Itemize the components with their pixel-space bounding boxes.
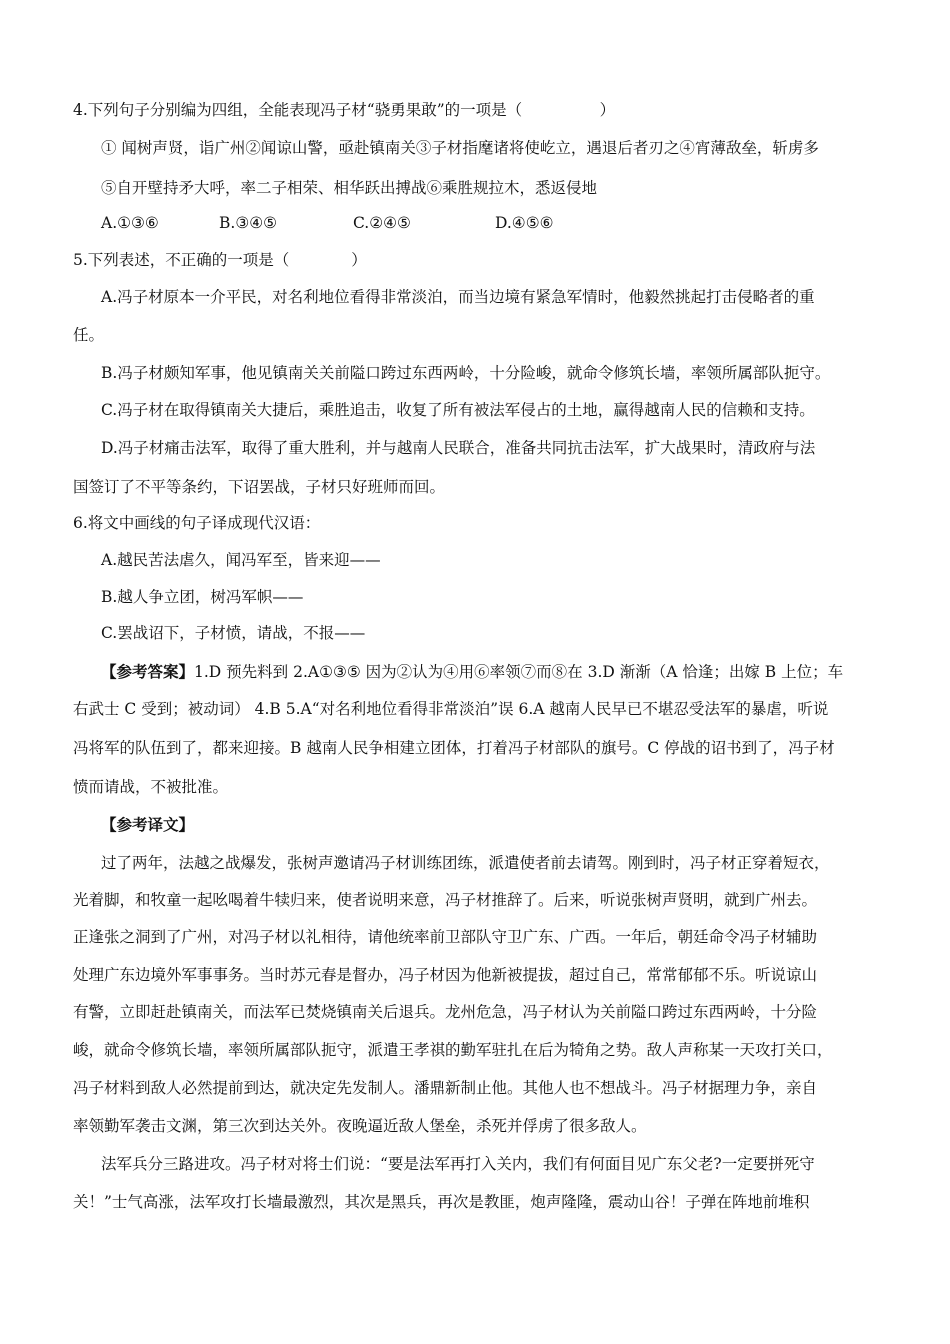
answer-line-3: 冯将军的队伍到了，都来迎接。B 越南人民争相建立团体，打着冯子材部队的旗号。C 停战的诏书到了，冯子材 — [73, 739, 835, 757]
q6-sentence-a: A.越民苦法虐久，闻冯军至，皆来迎—— — [101, 551, 381, 569]
translation-line: 冯子材料到敌人必然提前到达，就决定先发制人。潘鼎新制止他。其他人也不想战斗。冯子材据理力争，亲自 — [73, 1079, 818, 1097]
q4-stem: 4.下列句子分别编为四组，全能表现冯子材“骁勇果敢”的一项是（ ） — [73, 101, 616, 119]
q4-items-line-1: ① 闻树声贤，诣广州②闻谅山警，亟赴镇南关③子材指麾诸将使屹立，遇退后者刃之④宵薄敌垒，斩虏多 — [101, 139, 819, 157]
q6-stem: 6.将文中画线的句子译成现代汉语： — [73, 514, 321, 532]
q5-option-c: C.冯子材在取得镇南关大捷后，乘胜追击，收复了所有被法军侵占的土地，赢得越南人民的信赖和支持。 — [101, 401, 815, 419]
translation-line: 法军兵分三路进攻。冯子材对将士们说：“要是法军再打入关内，我们有何面目见广东父老?一定要拼死守 — [101, 1155, 815, 1173]
q4-option-b: B.③④⑤ — [219, 214, 278, 232]
translation-line: 光着脚，和牧童一起吆喝着牛犊归来，使者说明来意，冯子材推辞了。后来，听说张树声贤明，就到广州去。 — [73, 891, 818, 909]
q5-option-a-line-2: 任。 — [73, 326, 105, 344]
q4-option-a: A.①③⑥ — [101, 214, 159, 232]
answer-line-2: 右武士 C 受到；被动词） 4.B 5.A“对名利地位看得非常淡泊”误 6.A 越南人民早已不堪忍受法军的暴虐，听说 — [73, 700, 829, 718]
q5-option-a-line-1: A.冯子材原本一介平民，对名利地位看得非常淡泊，而当边境有紧急军情时，他毅然挑起打击侵略者的重 — [101, 288, 815, 306]
q4-option-c: C.②④⑤ — [353, 214, 411, 232]
translation-line: 峻，就命令修筑长墙，率领所属部队扼守，派遣王孝祺的勤军驻扎在后为犄角之势。敌人声称某一天攻打关口， — [73, 1041, 833, 1059]
answer-heading: 【参考答案】 — [101, 662, 195, 681]
q4-items-line-2: ⑤自开壁持矛大呼，率二子相荣、相华跃出搏战⑥乘胜规拉木，悉返侵地 — [101, 179, 598, 197]
q4-option-d: D.④⑤⑥ — [495, 214, 554, 232]
translation-line: 率领勤军袭击文渊，第三次到达关外。夜晚逼近敌人堡垒，杀死并俘虏了很多敌人。 — [73, 1117, 647, 1135]
translation-line: 处理广东边境外军事事务。当时苏元春是督办，冯子材因为他新被提拔，超过自己，常常郁郁不乐。听说谅山 — [73, 966, 818, 984]
answer-line-4: 愤而请战，不被批准。 — [73, 778, 229, 796]
answer-text-1: 1.D 预先料到 2.A①③⑤ 因为②认为④用⑥率领⑦而⑧在 3.D 渐渐（A 恰逢；出嫁 B 上位；车 — [194, 663, 844, 681]
q5-option-d-line-2: 国签订了不平等条约，下诏罢战，子材只好班师而回。 — [73, 478, 446, 496]
answer-line-1 — [0, 660, 950, 684]
translation-line: 正逢张之洞到了广州，对冯子材以礼相待，请他统率前卫部队守卫广东、广西。一年后，朝廷命令冯子材辅助 — [73, 928, 818, 946]
translation-line: 有警，立即赶赴镇南关，而法军已焚烧镇南关后退兵。龙州危急，冯子材认为关前隘口跨过东西两岭，十分险 — [73, 1003, 818, 1021]
translation-heading: 【参考译文】 — [101, 815, 195, 834]
q5-stem: 5.下列表述，不正确的一项是（ ） — [73, 251, 367, 269]
q6-sentence-c: C.罢战诏下，子材愤，请战，不报—— — [101, 624, 366, 642]
q5-option-d-line-1: D.冯子材痛击法军，取得了重大胜利，并与越南人民联合，准备共同抗击法军，扩大战果时，清政府与法 — [101, 439, 816, 457]
translation-line: 关！”士气高涨，法军攻打长墙最激烈，其次是黑兵，再次是教匪，炮声隆隆，震动山谷！子弹在阵地前堆积 — [73, 1193, 810, 1211]
translation-line: 过了两年，法越之战爆发，张树声邀请冯子材训练团练，派遣使者前去请驾。刚到时，冯子材正穿着短衣， — [101, 854, 830, 872]
q5-option-b: B.冯子材颇知军事，他见镇南关关前隘口跨过东西两岭，十分险峻，就命令修筑长墙，率领所属部队扼守。 — [101, 364, 831, 382]
q6-sentence-b: B.越人争立团，树冯军帜—— — [101, 588, 304, 606]
